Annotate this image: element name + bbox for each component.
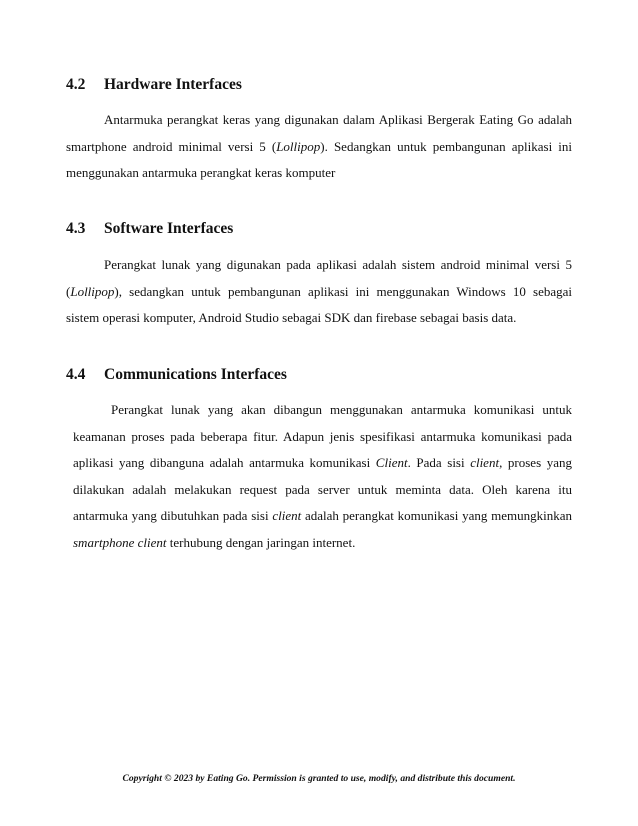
section-title: Communications Interfaces [104,366,287,383]
section-number: 4.2 [66,76,86,93]
text-run: , proses yang dilakukan adalah melakukan request pada server untuk meminta data. Oleh karena itu antarmuka yang dibutuhkan pada sisi [73,455,572,523]
text-run: . Pada sisi [407,455,471,470]
section-paragraph [66,397,572,556]
section-number: 4.3 [66,220,86,237]
emphasis-text: Lollipop [276,138,321,154]
text-run: terhubung dengan jaringan internet. [166,534,356,550]
section-communications-interfaces [66,366,572,556]
text-run: Perangkat lunak yang digunakan pada aplikasi adalah sistem android minimal versi 5 ( [66,257,572,299]
text-run: Antarmuka perangkat keras yang digunakan dalam Aplikasi Bergerak Eating Go adalah smartphone android minimal versi 5 ( [66,112,572,154]
section-paragraph [66,252,572,332]
section-hardware-interfaces [66,76,572,187]
section-paragraph [66,107,572,187]
section-title: Software Interfaces [104,220,234,237]
section-number: 4.4 [66,366,86,383]
text-run: Perangkat lunak yang akan dibangun menggunakan antarmuka komunikasi untuk keamanan proses pada beberapa fitur. Adapun jenis spesifikasi antarmuka komunikasi pada aplikasi yang dibanguna adalah antarmuka komunikasi [73,402,572,470]
emphasis-text: client [272,508,302,523]
text-run: ), sedangkan untuk pembangunan aplikasi ini menggunakan Windows 10 sebagai sistem operasi komputer, Android Studio sebagai SDK dan firebase sebagai basis data. [66,283,572,325]
emphasis-text: client [470,455,500,470]
section-heading [66,220,572,238]
section-heading [66,366,572,384]
emphasis-text: smartphone client [73,534,167,550]
emphasis-text: Client [375,455,408,470]
section-software-interfaces [66,220,572,332]
emphasis-text: Lollipop [70,283,115,299]
section-title: Hardware Interfaces [104,76,242,93]
section-heading [66,76,572,94]
text-run: ). Sedangkan untuk pembangunan aplikasi ini menggunakan antarmuka perangkat keras komputer [66,138,572,180]
copyright-footer: Copyright © 2023 by Eating Go. Permission is granted to use, modify, and distribute this document. [122,773,516,784]
text-run: adalah perangkat komunikasi yang memungkinkan [301,508,573,523]
